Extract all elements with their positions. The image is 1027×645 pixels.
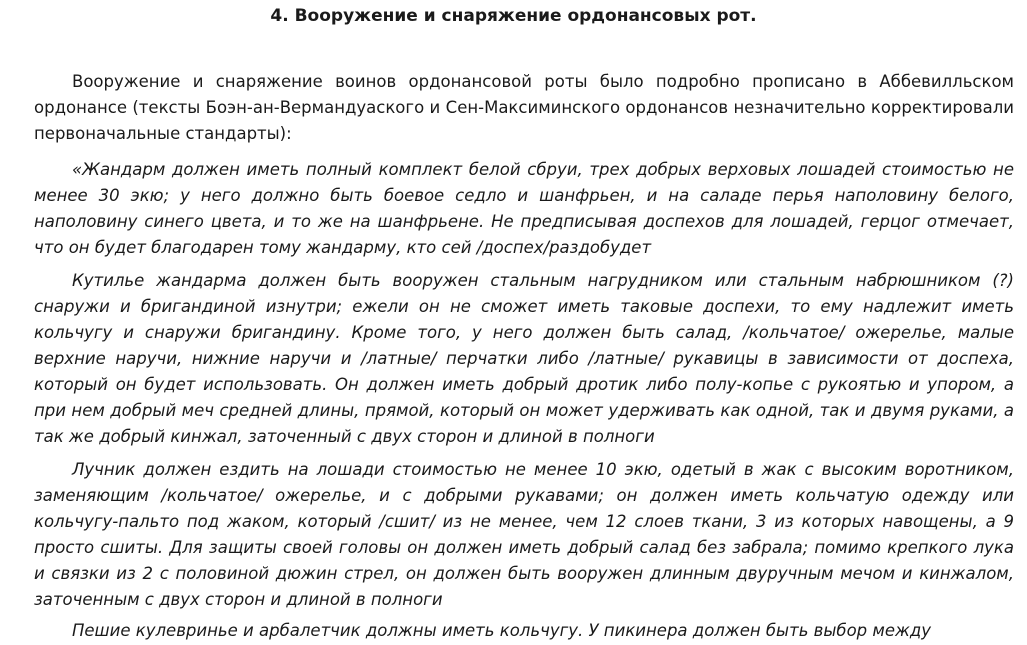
quote-paragraph-coutilier: Кутилье жандарма должен быть вооружен стальным нагрудником или стальным набрюшником (?) снаружи и бригандиной изнутри; ежели он не сможет иметь таковые доспехи, то ему надлежит иметь кольчугу и снаружи бригандину. Кроме того, у него должен быть салад, /кольчатое/ ожерелье, малые верхние наручи, нижние наручи и /латные/ перчатки либо /латные/ рукавицы в зависимости от доспеха, который он будет использовать. Он должен иметь добрый дротик либо полу-копье с рукоятью и упором, а при нем добрый меч средней длины, прямой, который он может удерживать как одной, так и двумя руками, а так же добрый кинжал, заточенный с двух сторон и длиной в полноги <box>34 271 1014 446</box>
quote-paragraph-gendarme: «Жандарм должен иметь полный комплект белой сбруи, трех добрых верховых лошадей стоимостью не менее 30 экю; у него должно быть боевое седло и шанфрьен, и на саладе перья наполовину белого, наполовину синего цвета, и то же на шанфрьене. Не предписывая доспехов для лошадей, герцог отмечает, что он будет благодарен тому жандарму, кто сей /доспех/раздобудет <box>34 160 1014 257</box>
quote-paragraph-infantry: Пешие кулевринье и арбалетчик должны иметь кольчугу. У пикинера должен быть выбор между <box>72 621 932 640</box>
section-heading: 4. Вооружение и снаряжение ордонансовых рот. <box>270 6 757 26</box>
intro-paragraph: Вооружение и снаряжение воинов ордонансовой роты было подробно прописано в Аббевилльском ордонансе (тексты Боэн-ан-Вермандуаского и Сен-Максиминского ордонансов незначительно корректировали первоначальные стандарты): <box>34 72 1014 143</box>
quote-paragraph-archer: Лучник должен ездить на лошади стоимостью не менее 10 экю, одетый в жак с высоким воротником, заменяющим /кольчатое/ ожерелье, и с добрыми рукавами; он должен иметь кольчатую одежду или кольчугу-пальто под жаком, который /сшит/ из не менее, чем 12 слоев ткани, 3 из которых навощены, а 9 просто сшиты. Для защиты своей головы он должен иметь добрый салад без забрала; помимо крепкого лука и связки из 2 с половиной дюжин стрел, он должен быть вооружен длинным двуручным мечом и кинжалом, заточенным с двух сторон и длиной в полноги <box>34 460 1014 609</box>
